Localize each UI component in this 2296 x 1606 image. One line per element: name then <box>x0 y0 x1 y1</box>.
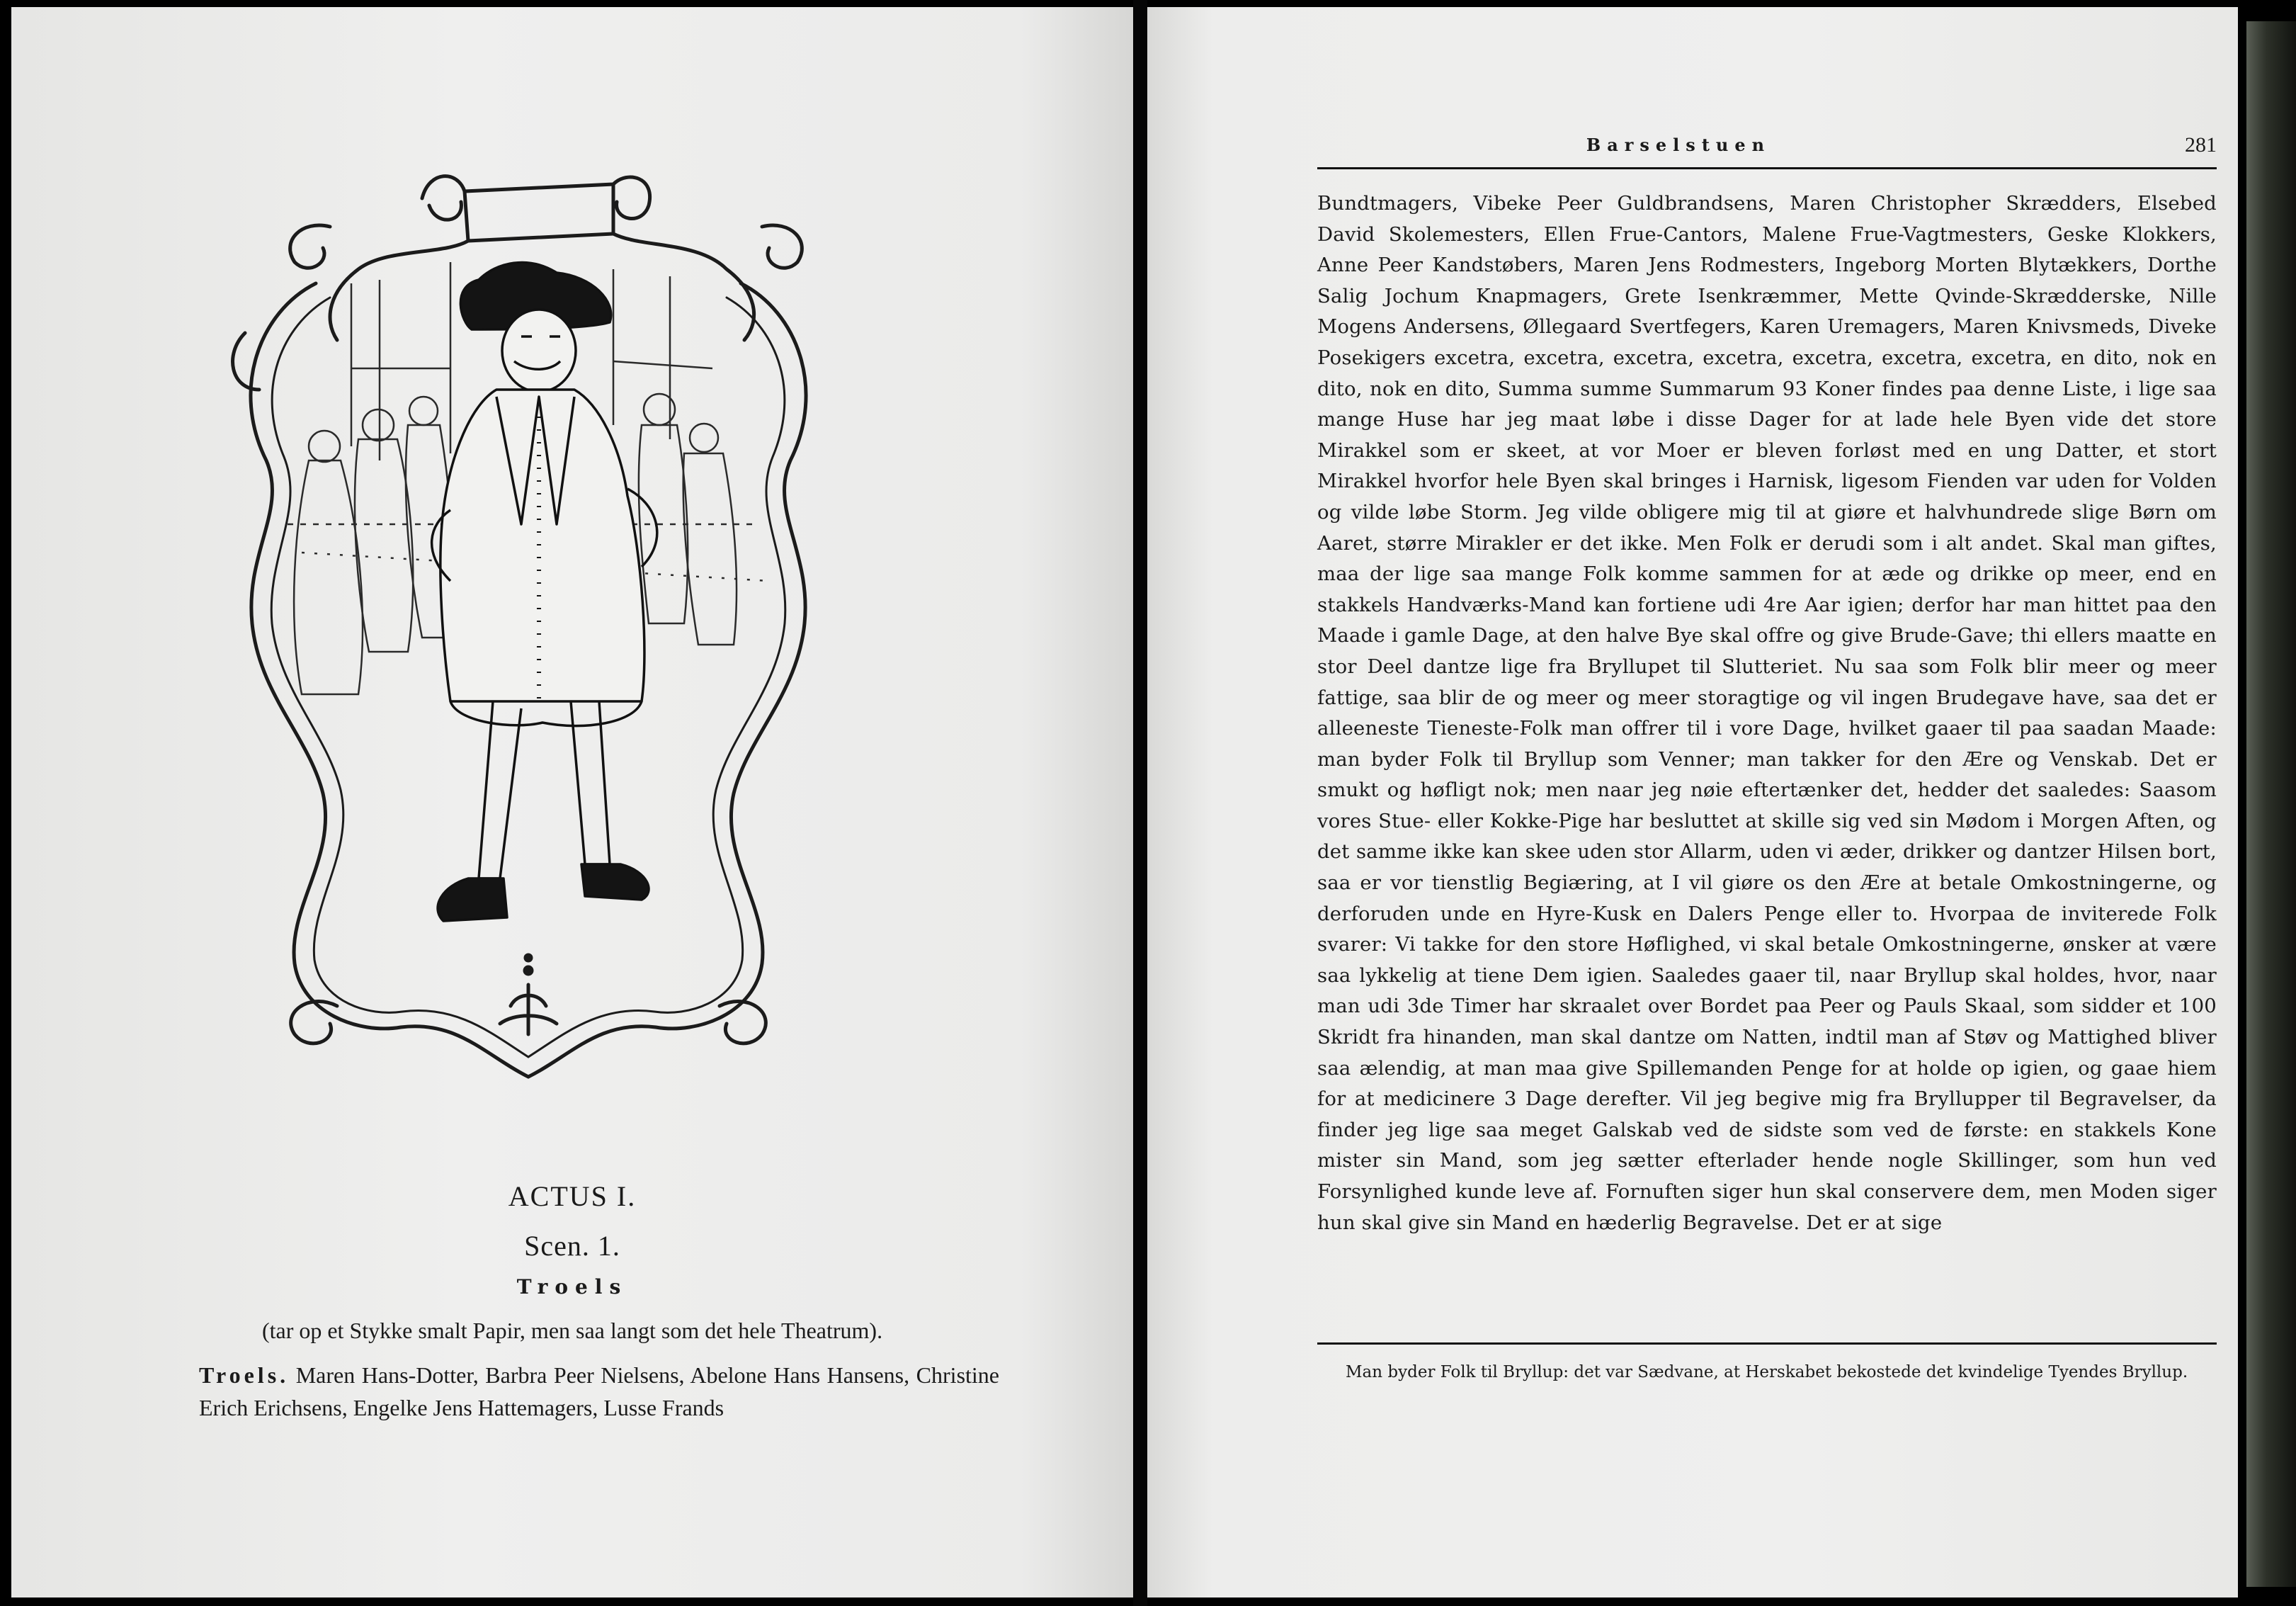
page-number: 281 <box>2185 133 2217 157</box>
running-title: Barselstuen <box>1586 135 1771 155</box>
body-text: Bundtmagers, Vibeke Peer Guldbrandsens, Maren Christopher Skrædders, Elsebed David Skolemesters, Ellen Frue-Cantors, Malene Frue-Vagtmesters, Geske Klokkers, Anne Peer Kandstøbers, Maren Jens Rodmesters, Ingeborg Morten Blytækkers, Dorthe Salig Jochum Knapmagers, Grete Isenkræmmer, Mette Qvinde-Skrædderske, Nille Mogens Andersens, Øllegaard Svertfegers, Karen Uremagers, Maren Knivsmeds, Diveke Posekigers excetra, excetra, excetra, excetra, excetra, excetra, excetra, en dito, nok en dito, nok en dito, Summa summe Summarum 93 Koner findes paa denne Liste, i lige saa mange Huse har jeg maat løbe i disse Dager for at lade hele Byen vide det store Mirakkel som er skeet, at vor Moer er bleven forløst med en ung Datter, et stort Mirakkel hvorfor hele Byen skal bringes i Harnisk, ligesom Fienden var uden for Volden og vilde løbe Storm. Jeg vilde obligere mig til at giøre et halvhundrede slige Børn om Aaret, større Mirakler er det ikke. Men Folk er derudi som i alt andet. Skal man giftes, maa der lige saa mange Folk komme sammen for at æde og drikke op meer, end en stakkels Handværks-Mand kan fortiene udi 4re Aar igien; derfor har man hittet paa den Maade i gamle Dage, at den halve Bye skal offre og give Brude-Gave; thi ellers maatte en stor Deel dantze lige fra Bryllupet til Slutteriet. Nu saa som Folk blir meer og meer fattige, saa blir de og meer og meer storagtige og vil ingen Brudegave have, saa det er alleeneste Tieneste-Folk man offrer til i vore Dage, hvilket gaaer til paa saadan Maade: man byder Folk til Bryllup som Venner; man takker for den Ære og Venskab. Det er smukt og høfligt nok; men naar jeg nøie eftertænker det, hedder det saaledes: Saasom vores Stue- eller Kokke-Pige har besluttet at skille sig ved sin Mødom i Morgen Aften, og det samme ikke kan skee uden stor Allarm, uden vi æder, drikker og dantzer Hilsen bort, saa er vor tienstlig Begiæring, at I vil giøre os den Ære at betale Omkostningerne, og derforuden unde en Hyre-Kusk en Dalers Penge eller to. Hvorpaa de inviterede Folk svarer: Vi takke for den store Høflighed, vi skal betale Omkostningerne, ønsker at være saa lykkelig at tiene Dem igien. Saaledes gaaer til, naar Bryllup skal holdes, hvor, naar man udi 3de Timer har skraalet over Bordet paa Peer og Pauls Skaal, som sidder et 100 Skridt fra hinanden, man skal dantze om Natten, indtil man af Støv og Mattighed bliver saa ælendig, at man maa give Spillemanden Penge for at holde op igien, og gaae hiem for at medicinere 3 Dage derefter. Vil jeg begive mig fra Bryllupper til Begravelser, da finder jeg lige saa meget Galskab ved de sidste som ved de første: en stakkels Kone mister sin Mand, som jeg sætter efterlader hende nogle Skillinger, som hun ved Forsynlighed kunde leve af. Fornuften siger hun skal conservere dem, men Moden siger hun skal give sin Mand en hæderlig Begravelse. Det er at sige <box>1317 192 2217 1234</box>
header-rule <box>1317 167 2217 169</box>
cast-speaker: Troels. <box>199 1362 290 1388</box>
rococo-illustration <box>217 156 840 1119</box>
book-spine <box>1133 0 1147 1606</box>
act-heading: ACTUS I. <box>508 1180 637 1212</box>
scene-heading: Scen. 1. <box>524 1230 620 1262</box>
cast-text: Maren Hans-Dotter, Barbra Peer Nielsens, Abelone Hans Hansens, Christine Erich Erichsens, Engelke Jens Hattemagers, Lusse Frands <box>199 1362 1000 1420</box>
cast-list <box>199 1359 999 1424</box>
stage-direction: (tar op et Stykke smalt Papir, men saa langt som det hele Theatrum). <box>261 1318 883 1343</box>
left-page <box>11 7 1133 1597</box>
book-cover-edge <box>2246 21 2296 1587</box>
speaker-name: Troels <box>516 1275 628 1299</box>
footnote-rule <box>1317 1342 2217 1345</box>
running-head <box>1317 135 2238 163</box>
right-page <box>1147 7 2238 1597</box>
footnote: Man byder Folk til Bryllup: det var Sædvane, at Herskabet bekostede det kvindelige Tyendes Bryllup. <box>1346 1363 2188 1381</box>
